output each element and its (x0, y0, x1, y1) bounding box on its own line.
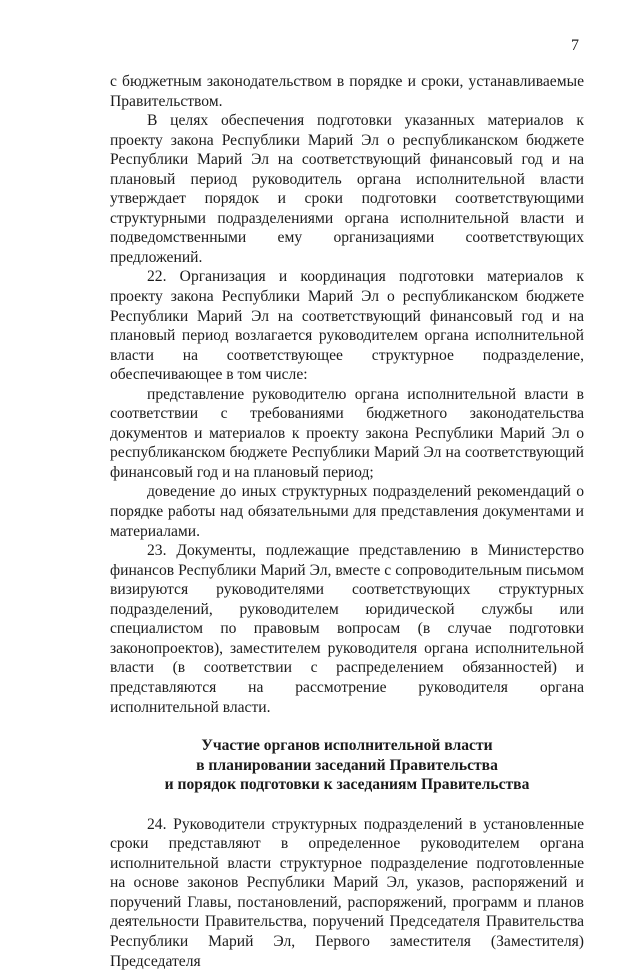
document-body (110, 72, 584, 971)
page-number: 7 (571, 37, 579, 54)
spacer (110, 795, 584, 815)
paragraph-22-item-2: доведение до иных структурных подразделений рекомендаций о порядке работы над обязательными для представления документами и материалами. (110, 483, 584, 540)
paragraph-24: 24. Руководители структурных подразделений в установленные сроки представляют в определенное руководителем органа исполнительной власти структурное подразделение подготовленные на основе законов Республики Марий Эл, указов, распоряжений и поручений Главы, постановлений, распоряжений, программ и планов деятельности Правительства, поручений Председателя Правительства Республики Марий Эл, Первого заместителя (Заместителя) Председателя (110, 815, 584, 970)
paragraph-23: 23. Документы, подлежащие представлению в Министерство финансов Республики Марий Эл, вместе с сопроводительным письмом визируются руководителями соответствующих структурных подразделений, руководителем юридической службы или специалистом по правовым вопросам (в случае подготовки законопроектов), заместителем руководителя органа исполнительной власти (в соответствии с распределением обязанностей) и представляются на рассмотрение руководителя органа исполнительной власти. (110, 542, 584, 716)
paragraph-materials-preparation: В целях обеспечения подготовки указанных материалов к проекту закона Республики Марий Эл о республиканском бюджете Республики Марий Эл на соответствующий финансовый год и на плановый период руководитель органа исполнительной власти утверждает порядок и сроки подготовки соответствующими структурными подразделениями органа исполнительной власти и подведомственными ему организациями соответствующих предложений. (110, 112, 584, 266)
paragraph-continuation: с бюджетным законодательством в порядке и сроки, устанавливаемые Правительством. (110, 73, 584, 110)
section-heading-line-2: в планировании заседаний Правительства (196, 756, 498, 774)
section-heading (110, 736, 584, 795)
paragraph-22-item-1: представление руководителю органа исполнительной власти в соответствии с требованиями бюджетного законодательства документов и материалов к проекту закона Республики Марий Эл о республиканском бюджете Республики Марий Эл на соответствующий финансовый год и на плановый период; (110, 385, 584, 481)
section-heading-line-1: Участие органов исполнительной власти (201, 737, 493, 755)
section-heading-line-3: и порядок подготовки к заседаниям Правительства (164, 776, 530, 794)
paragraph-22: 22. Организация и координация подготовки материалов к проекту закона Республики Марий Эл о республиканском бюджете Республики Марий Эл на соответствующий финансовый год и на плановый период возлагается руководителем органа исполнительной власти на соответствующее структурное подразделение, обеспечивающее в том числе: (110, 268, 584, 384)
